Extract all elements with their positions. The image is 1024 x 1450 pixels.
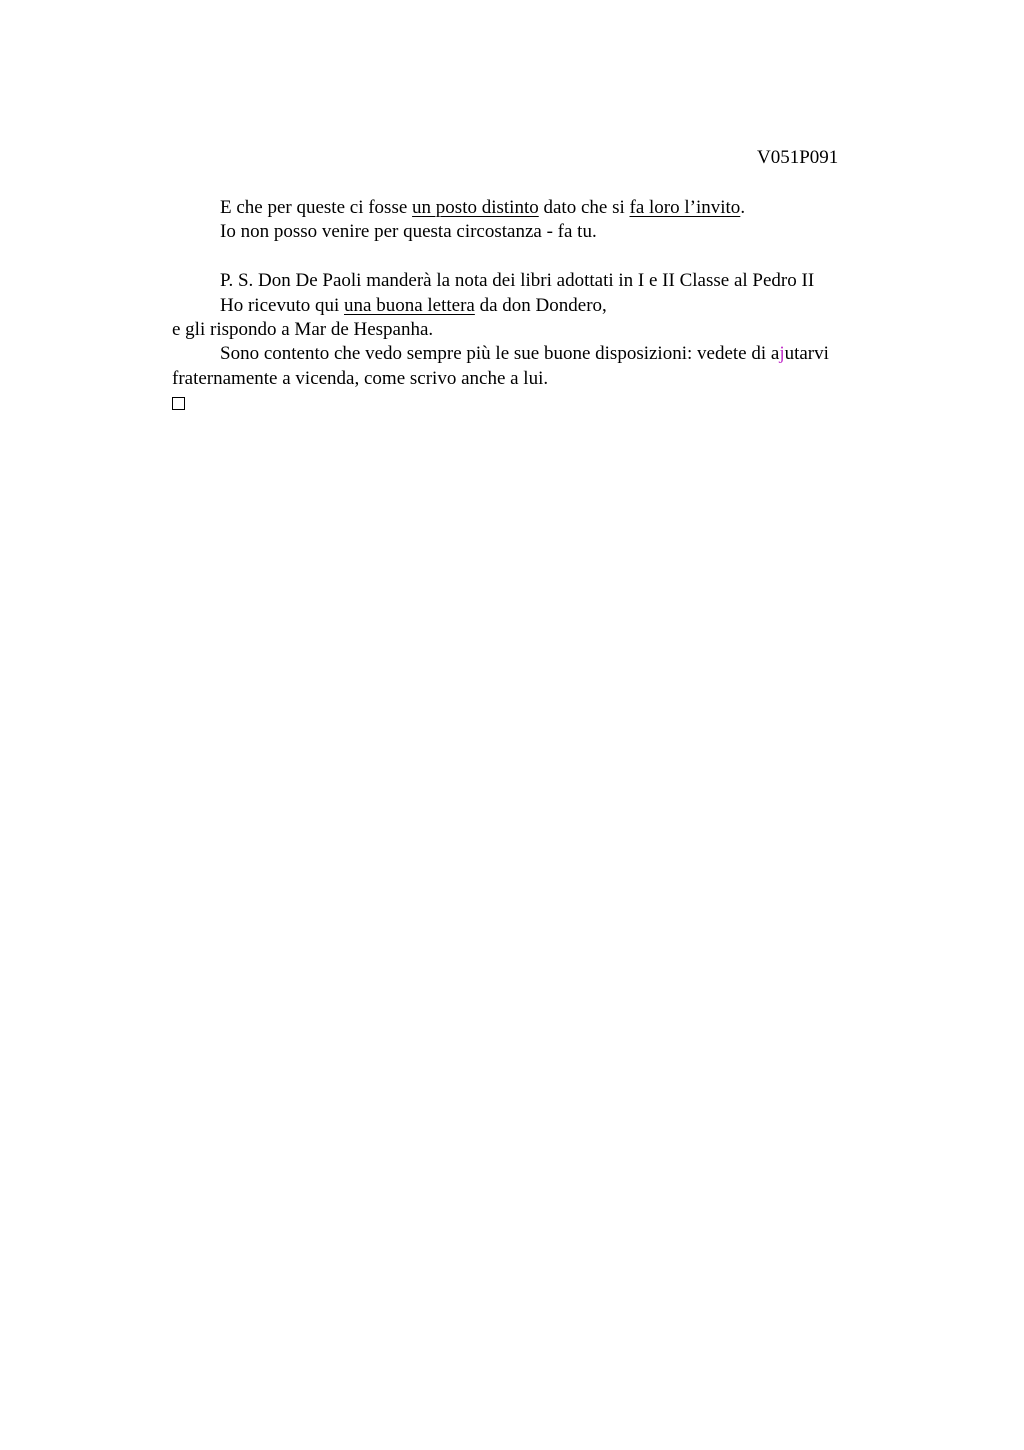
text-segment: dato che si — [538, 197, 630, 218]
paragraph1-line2: Io non posso venire per questa circostanza - fa tu. — [220, 221, 597, 243]
postscript-line3: e gli rispondo a Mar de Hespanha. — [172, 319, 434, 341]
paragraph1-line1 — [172, 196, 892, 220]
text-segment: . — [740, 197, 746, 218]
underlined-phrase: un posto distinto — [412, 197, 539, 218]
underlined-phrase: una buona lettera — [344, 294, 475, 316]
letter-body — [172, 196, 892, 418]
underlined-phrase: fa loro l’invito — [629, 197, 741, 218]
postscript-line2 — [172, 294, 892, 318]
postscript-line5: fraternamente a vicenda, come scrivo anche a lui. — [172, 367, 549, 389]
text-segment: E che per queste ci fosse — [220, 197, 413, 218]
postscript-line4 — [172, 342, 892, 366]
postscript-line1: P. S. Don De Paoli manderà la nota dei libri adottati in I e II Classe al Pedro II — [220, 270, 815, 292]
text-segment: da don Dondero, — [474, 294, 607, 316]
page-identifier: V051P091 — [757, 147, 839, 168]
text-segment: Ho ricevuto qui — [220, 294, 345, 316]
square-outline-icon — [172, 397, 185, 410]
blank-line — [172, 245, 892, 269]
text-segment: utarvi — [784, 343, 829, 365]
highlighted-letter: j — [779, 343, 785, 365]
end-marker-line — [172, 391, 892, 417]
text-segment: Sono contento che vedo sempre più le sue buone disposizioni: vedete di a — [220, 343, 780, 365]
